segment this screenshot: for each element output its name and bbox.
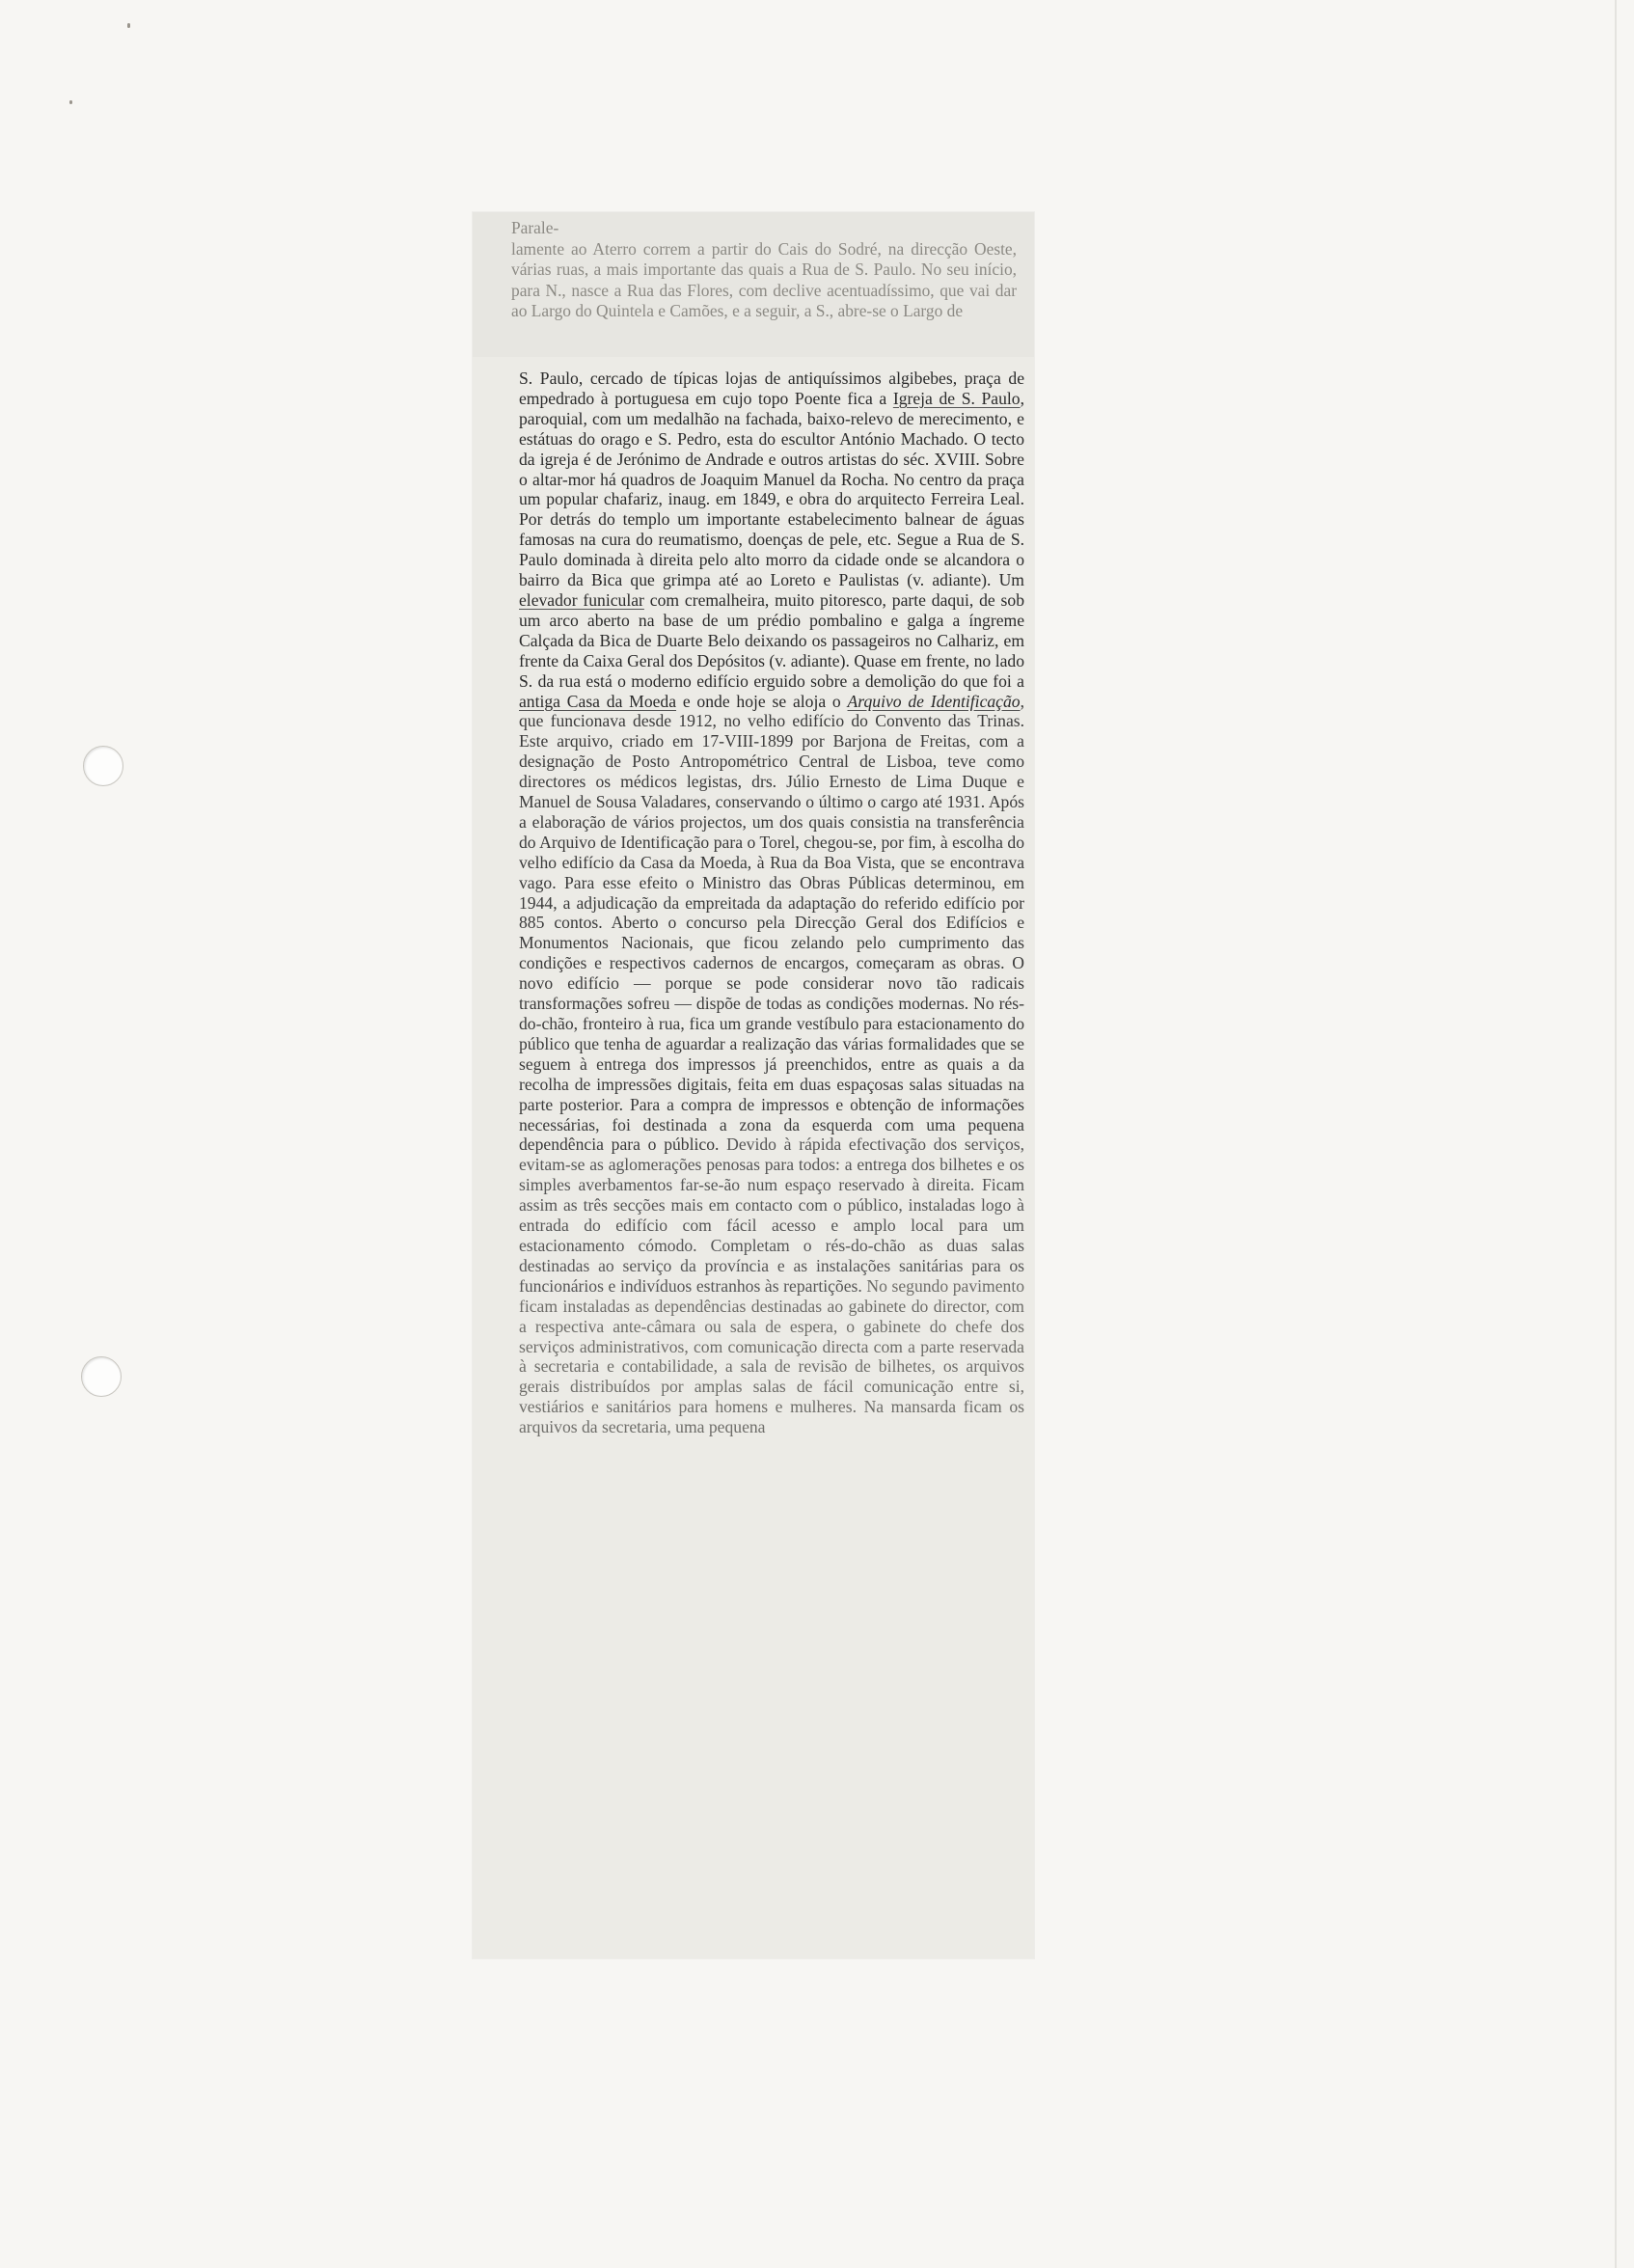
punch-hole-bottom (81, 1356, 122, 1397)
punch-hole-top (83, 746, 123, 786)
text-run: com cremalheira, muito pitoresco, parte daqui, de sob um arco aberto na base de um prédio pombalino e galga a íngreme Calçada da Bica de Duarte Belo deixando os passageiros no Calhariz, em frente da Caixa Geral dos Depósitos (v. adiante). Quase em frente, no lado S. da rua está o moderno edifício erguido sobre a demolição do que foi a (519, 589, 1024, 691)
text-run: No segundo pavimento ficam instaladas as dependências destinadas ao gabinete do director, com a respectiva ante-câmara ou sala de espera, o gabinete do chefe dos serviços administrativos, com comunicação directa com a parte reservada à secretaria e contabilidade, a sala de revisão de bilhetes, os arquivos gerais distribuídos por amplas salas de fácil comunicação entre si, vestiários e sanitários para homens e mulheres. Na mansarda ficam os arquivos da secretaria, uma pequena (519, 1275, 1024, 1437)
clipping-top-snippet (473, 212, 1034, 357)
text-run: e onde hoje se aloja o (676, 691, 848, 711)
underlined-church-name: Igreja de S. Paulo (892, 388, 1021, 408)
speck-mark (127, 23, 130, 28)
text-run: Devido à rápida efectivação dos serviços, evitam-se as aglomerações penosas para todos: a entrega dos bilhetes e os simples averbamentos far-se-ão num espaço reservado à direita. Ficam assim as três secções mais em contacto com o público, instaladas logo à entrada do edifício com fácil acesso e amplo local para um estacionamento cómodo. Completam o rés-do-chão as duas salas destinadas ao serviço da província e as instalações sanitárias para os funcionários e indivíduos estranhos às repartições. (519, 1134, 1024, 1296)
text-run: S. Paulo, cercado de típicas lojas de antiquíssimos algibebes, praça de empedrado à portuguesa em cujo topo Poente fica a (519, 369, 1024, 408)
arquivo-title: Arquivo de Identificação (847, 691, 1021, 711)
clipping-top-text: lamente ao Aterro correm a partir do Cais do Sodré, na direcção Oeste, várias ruas, a mais importante das quais a Rua de S. Paulo. No seu início, para N., nasce a Rua das Flores, com declive acentuadíssimo, que vai dar ao Largo do Quintela e Camões, e a seguir, a S., abre-se o Largo de (511, 238, 1017, 320)
underlined-casa-moeda: antiga Casa da Moeda (519, 691, 677, 711)
text-run: , paroquial, com um medalhão na fachada, baixo-relevo de merecimento, e estátuas do orago e S. Pedro, esta do escultor António Machado. O tecto da igreja é de Jerónimo de Andrade e outros artistas do séc. XVIII. Sobre o altar-mor há quadros de Joaquim Manuel da Rocha. No centro da praça um popular chafariz, inaug. em 1849, e obra do arquitecto Ferreira Leal. Por detrás do templo um importante estabelecimento balnear de águas famosas na cura do reumatismo, doenças de pele, etc. Segue a Rua de S. Paulo dominada à direita pelo alto morro da cidade onde se alcandora o bairro da Bica que grimpa até ao Loreto e Paulistas (v. adiante). Um (519, 388, 1024, 590)
underlined-funicular: elevador funicular (519, 589, 644, 610)
newspaper-clipping (473, 212, 1034, 1958)
clipping-main-text (473, 357, 1034, 1958)
page-edge (1615, 0, 1617, 2268)
text-run: , que funcionava desde 1912, no velho edifício do Convento das Trinas. Este arquivo, criado em 17-VIII-1899 por Barjona de Freitas, com a designação de Posto Antropométrico Central de Lisboa, teve como directores os médicos legistas, drs. Júlio Ernesto de Lima Duque e Manuel de Sousa Valadares, conservando o último o cargo até 1931. Após a elaboração de vários projectos, um dos quais consistia na transferência do Arquivo de Identificação para o Torel, chegou-se, por fim, à escolha do velho edifício da Casa da Moeda, à Rua da Boa Vista, que se encontrava vago. Para esse efeito o Ministro das Obras Públicas determinou, em 1944, a adjudicação da empreitada da adaptação do referido edifício por 885 contos. Aberto o concurso pela Direcção Geral dos Edifícios e Monumentos Nacionais, que ficou zelando pelo cumprimento das condições e respectivos cadernos de encargos, começaram as obras. O novo edifício — porque se pode considerar novo tão radicais transformações sofreu — dispõe de todas as condições modernas. No rés-do-chão, fronteiro à rua, fica um grande vestíbulo para estacionamento do público que tenha de aguardar a realização das várias formalidades que se seguem à entrega dos impressos já preenchidos, entre as quais a da recolha de impressões digitais, feita em duas espaçosas salas situadas na parte posterior. Para a compra de impressos e obtenção de informações necessárias, foi destinada a zona da esquerda com uma pequena dependência para o público. (519, 691, 1024, 1155)
clipping-lead-word: Parale- (511, 218, 559, 237)
speck-mark (69, 100, 72, 104)
